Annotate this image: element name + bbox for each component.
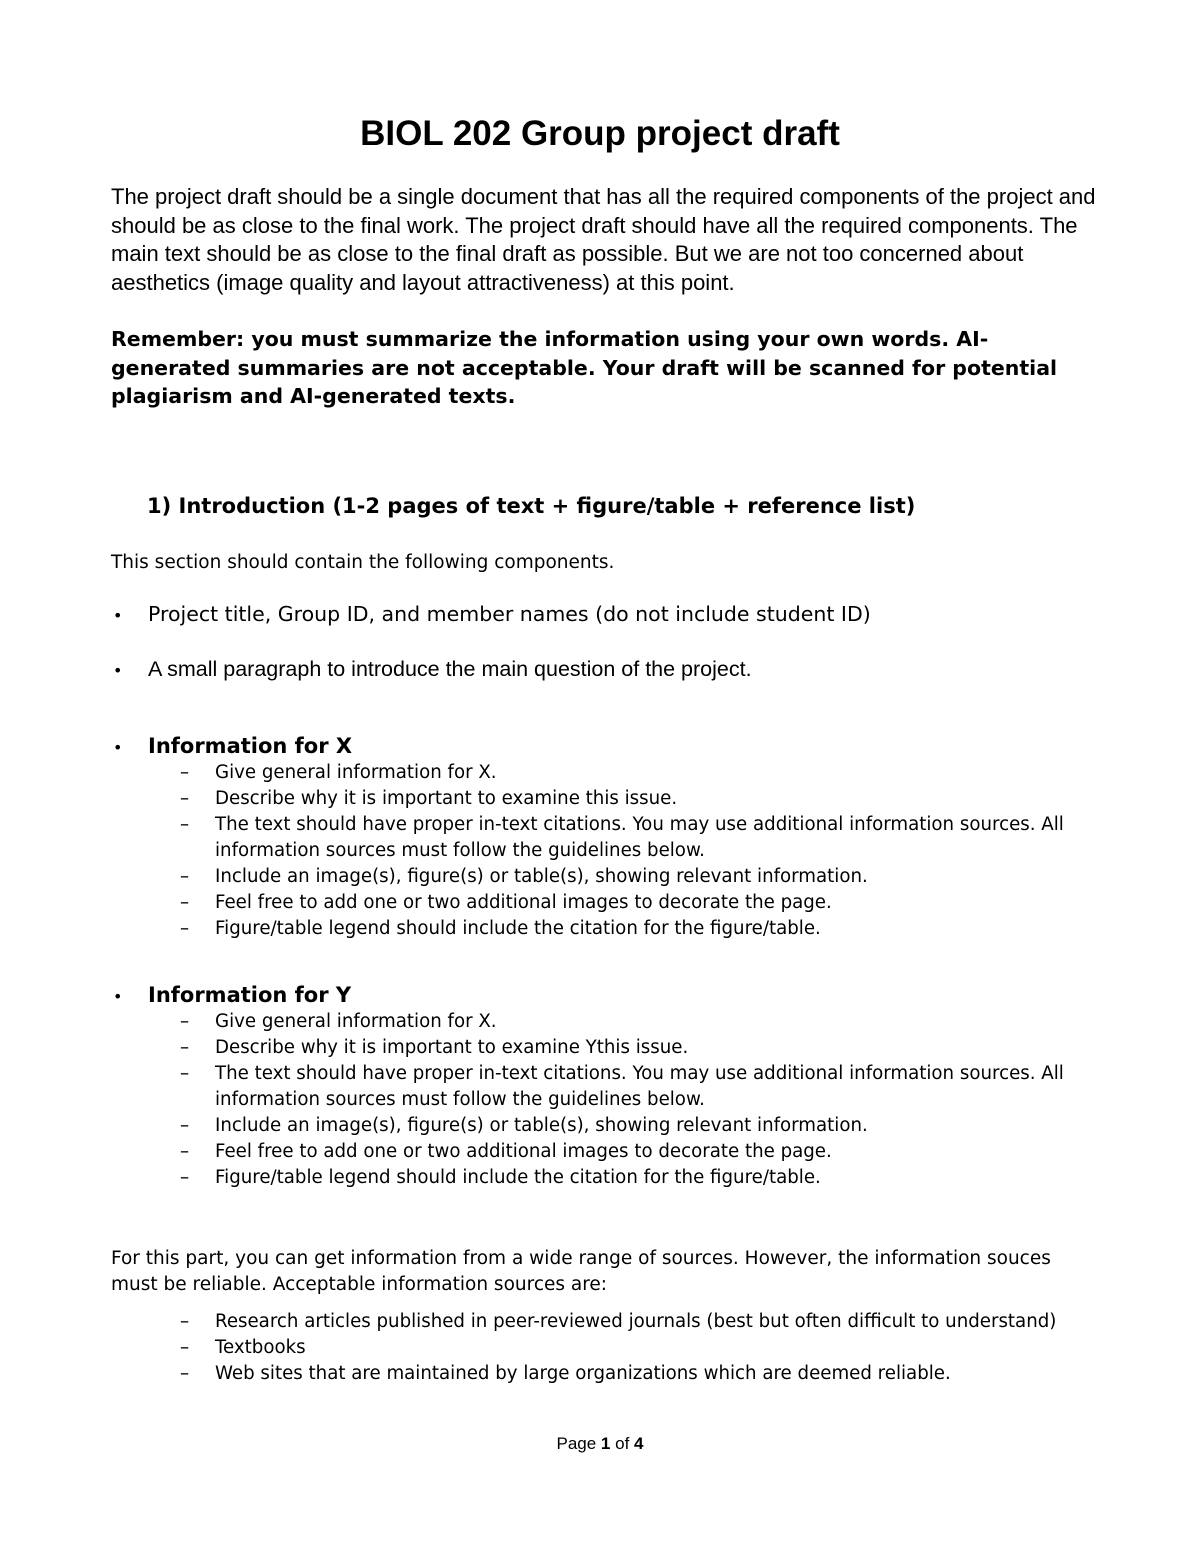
list-item-text: Include an image(s), figure(s) or table(s), showing relevant information. [215, 866, 868, 887]
dash-glyph: – [180, 1167, 190, 1188]
list-item [180, 1335, 1100, 1361]
list-item [180, 916, 1100, 942]
list-item [180, 1361, 1100, 1387]
list-item-text: Describe why it is important to examine this issue. [215, 788, 678, 809]
bullet-item-project-title [111, 599, 1101, 631]
dash-glyph: – [180, 892, 190, 913]
section-intro-text: This section should contain the following components. [111, 552, 615, 573]
list-item [180, 786, 1100, 812]
dash-glyph: – [180, 814, 190, 835]
list-item-text: Include an image(s), figure(s) or table(s), showing relevant information. [215, 1115, 868, 1136]
footer-page-number: 1 [600, 1434, 611, 1453]
list-item [180, 864, 1100, 890]
list-item-text: Feel free to add one or two additional images to decorate the page. [215, 1141, 832, 1162]
page-footer [0, 1432, 1200, 1456]
dash-glyph: – [180, 1115, 190, 1136]
list-item-text: The text should have proper in-text citations. You may use additional information sources. All information sources must follow the guidelines below. [215, 1063, 1064, 1110]
list-item-text: Figure/table legend should include the citation for the figure/table. [215, 1167, 821, 1188]
sublist-information-y [180, 1009, 1100, 1191]
list-item [180, 812, 1100, 864]
bullet-glyph: • [113, 606, 123, 625]
list-item [180, 890, 1100, 916]
dash-glyph: – [180, 762, 190, 783]
bullet-glyph: • [113, 738, 123, 757]
list-item [180, 1009, 1100, 1035]
list-item-text: The text should have proper in-text citations. You may use additional information sources. All information sources must follow the guidelines below. [215, 814, 1064, 861]
bullet-heading-text: Information for X [148, 734, 353, 758]
dash-glyph: – [180, 1141, 190, 1162]
list-item-text: Research articles published in peer-reviewed journals (best but often difficult to understand) [215, 1311, 1057, 1332]
acceptable-sources-list [180, 1309, 1100, 1387]
list-item [180, 1309, 1100, 1335]
bullet-text: Project title, Group ID, and member names (do not include student ID) [148, 602, 871, 626]
section-heading-introduction: 1) Introduction (1-2 pages of text + figure/table + reference list) [147, 494, 916, 518]
footer-of-word: of [615, 1434, 630, 1453]
bullet-item-information-x [111, 731, 1101, 763]
list-item [180, 1061, 1100, 1113]
bullet-text: A small paragraph to introduce the main question of the project. [148, 657, 752, 681]
list-item [180, 1165, 1100, 1191]
list-item-text: Give general information for X. [215, 1011, 497, 1032]
list-item-text: Give general information for X. [215, 762, 497, 783]
list-item [180, 760, 1100, 786]
bullet-glyph: • [113, 661, 123, 680]
dash-glyph: – [180, 1037, 190, 1058]
bullet-item-information-y [111, 980, 1101, 1012]
dash-glyph: – [180, 1011, 190, 1032]
remember-paragraph: Remember: you must summarize the information using your own words. AI-generated summaries are not acceptable. Your draft will be scanned for potential plagiarism and AI-generated texts. [111, 327, 1058, 408]
dash-glyph: – [180, 788, 190, 809]
dash-glyph: – [180, 918, 190, 939]
footer-page-word: Page [556, 1434, 597, 1453]
bullet-item-main-question [111, 654, 1101, 686]
list-item [180, 1035, 1100, 1061]
dash-glyph: – [180, 1063, 190, 1084]
bullet-heading-text: Information for Y [148, 983, 352, 1007]
dash-glyph: – [180, 1311, 190, 1332]
footer-page-total: 4 [634, 1434, 644, 1453]
list-item [180, 1113, 1100, 1139]
dash-glyph: – [180, 1337, 190, 1358]
list-item-text: Figure/table legend should include the citation for the figure/table. [215, 918, 821, 939]
list-item [180, 1139, 1100, 1165]
document-title: BIOL 202 Group project draft [360, 114, 840, 153]
bullet-glyph: • [113, 987, 123, 1006]
sources-intro-paragraph: For this part, you can get information from a wide range of sources. However, the information souces must be reliable. Acceptable information sources are: [111, 1248, 1051, 1295]
intro-paragraph: The project draft should be a single document that has all the required components of the project and should be as close to the final work. The project draft should have all the required components. The main text should be as close to the final draft as possible. But we are not too concerned about aesthetics (image quality and layout attractiveness) at this point. [111, 184, 1096, 295]
list-item-text: Describe why it is important to examine Ythis issue. [215, 1037, 689, 1058]
list-item-text: Feel free to add one or two additional images to decorate the page. [215, 892, 832, 913]
dash-glyph: – [180, 866, 190, 887]
list-item-text: Web sites that are maintained by large organizations which are deemed reliable. [215, 1363, 951, 1384]
sublist-information-x [180, 760, 1100, 942]
list-item-text: Textbooks [215, 1337, 306, 1358]
dash-glyph: – [180, 1363, 190, 1384]
